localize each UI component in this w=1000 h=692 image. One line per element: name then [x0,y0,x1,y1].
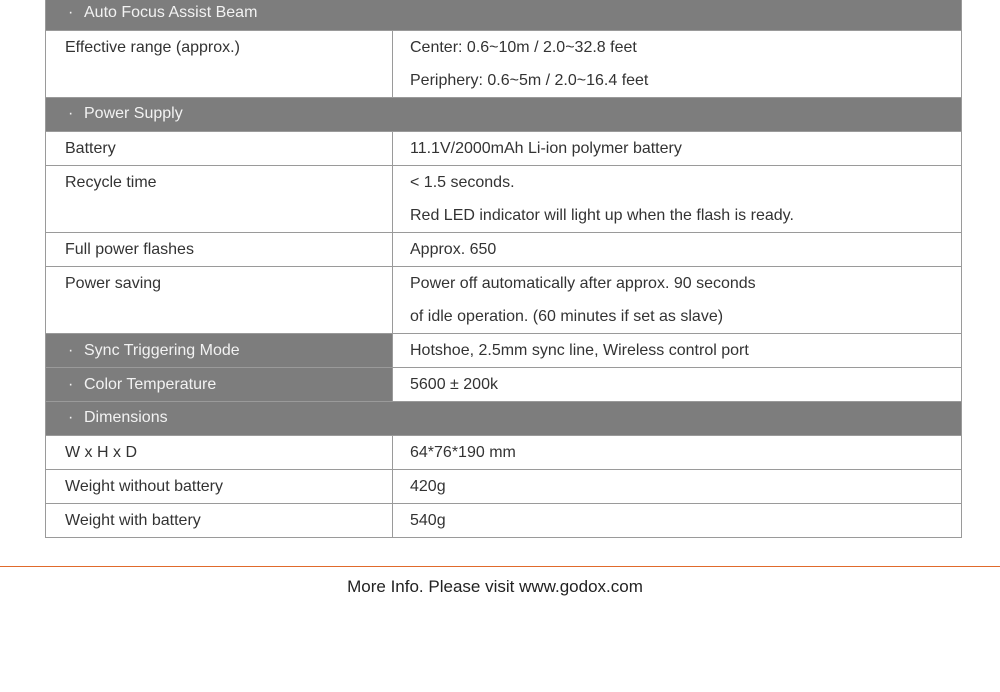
spec-label: W x H x D [65,444,137,461]
spec-label: Recycle time [65,174,157,191]
spec-value: of idle operation. (60 minutes if set as slave) [410,308,724,325]
footer-text: More Info. Please visit www.godox.com [347,577,643,596]
spec-value: Red LED indicator will light up when the flash is ready. [410,207,794,224]
spec-value: Periphery: 0.6~5m / 2.0~16.4 feet [410,72,649,89]
spec-label: Effective range (approx.) [65,39,240,56]
spec-label: Battery [65,140,116,157]
table-row [46,267,962,334]
spec-label: Full power flashes [65,241,194,258]
section-header-color-temperature [46,368,393,402]
table-row-sync-mode [46,334,962,368]
spec-value: 420g [410,478,446,495]
section-header-sync-mode [46,334,393,368]
bullet-glyph: · [68,105,74,122]
section-title: Sync Triggering Mode [84,342,240,359]
spec-value: 11.1V/2000mAh Li-ion polymer battery [410,140,682,157]
table-row [46,132,962,166]
table-row [46,166,962,233]
spec-value: Approx. 650 [410,241,497,258]
spec-value: 64*76*190 mm [410,444,516,461]
section-header-af-beam [46,0,962,31]
table-row [46,470,962,504]
spec-label: Power saving [65,275,162,292]
section-title: Dimensions [84,409,168,426]
bullet-glyph: · [68,4,74,21]
bullet-glyph: · [68,409,74,426]
table-row [46,436,962,470]
spec-value: 540g [410,512,446,529]
spec-label: Weight without battery [65,478,224,495]
footer-divider [0,566,1000,567]
spec-value: Hotshoe, 2.5mm sync line, Wireless control port [410,342,749,359]
spec-label: Weight with battery [65,512,201,529]
spec-value: < 1.5 seconds. [410,174,515,191]
bullet-glyph: · [68,376,74,393]
section-title: Auto Focus Assist Beam [84,4,258,21]
table-row-color-temperature [46,368,962,402]
table-row [46,31,962,98]
spec-value: Power off automatically after approx. 90 seconds [410,275,756,292]
spec-value: 5600 ± 200k [410,376,498,393]
section-title: Power Supply [84,105,183,122]
spec-value: Center: 0.6~10m / 2.0~32.8 feet [410,39,637,56]
section-title: Color Temperature [84,376,217,393]
section-header-power-supply [46,98,962,132]
section-header-dimensions [46,402,962,436]
table-row [46,233,962,267]
bullet-glyph: · [68,342,74,359]
spec-table [45,0,962,538]
table-row [46,504,962,538]
